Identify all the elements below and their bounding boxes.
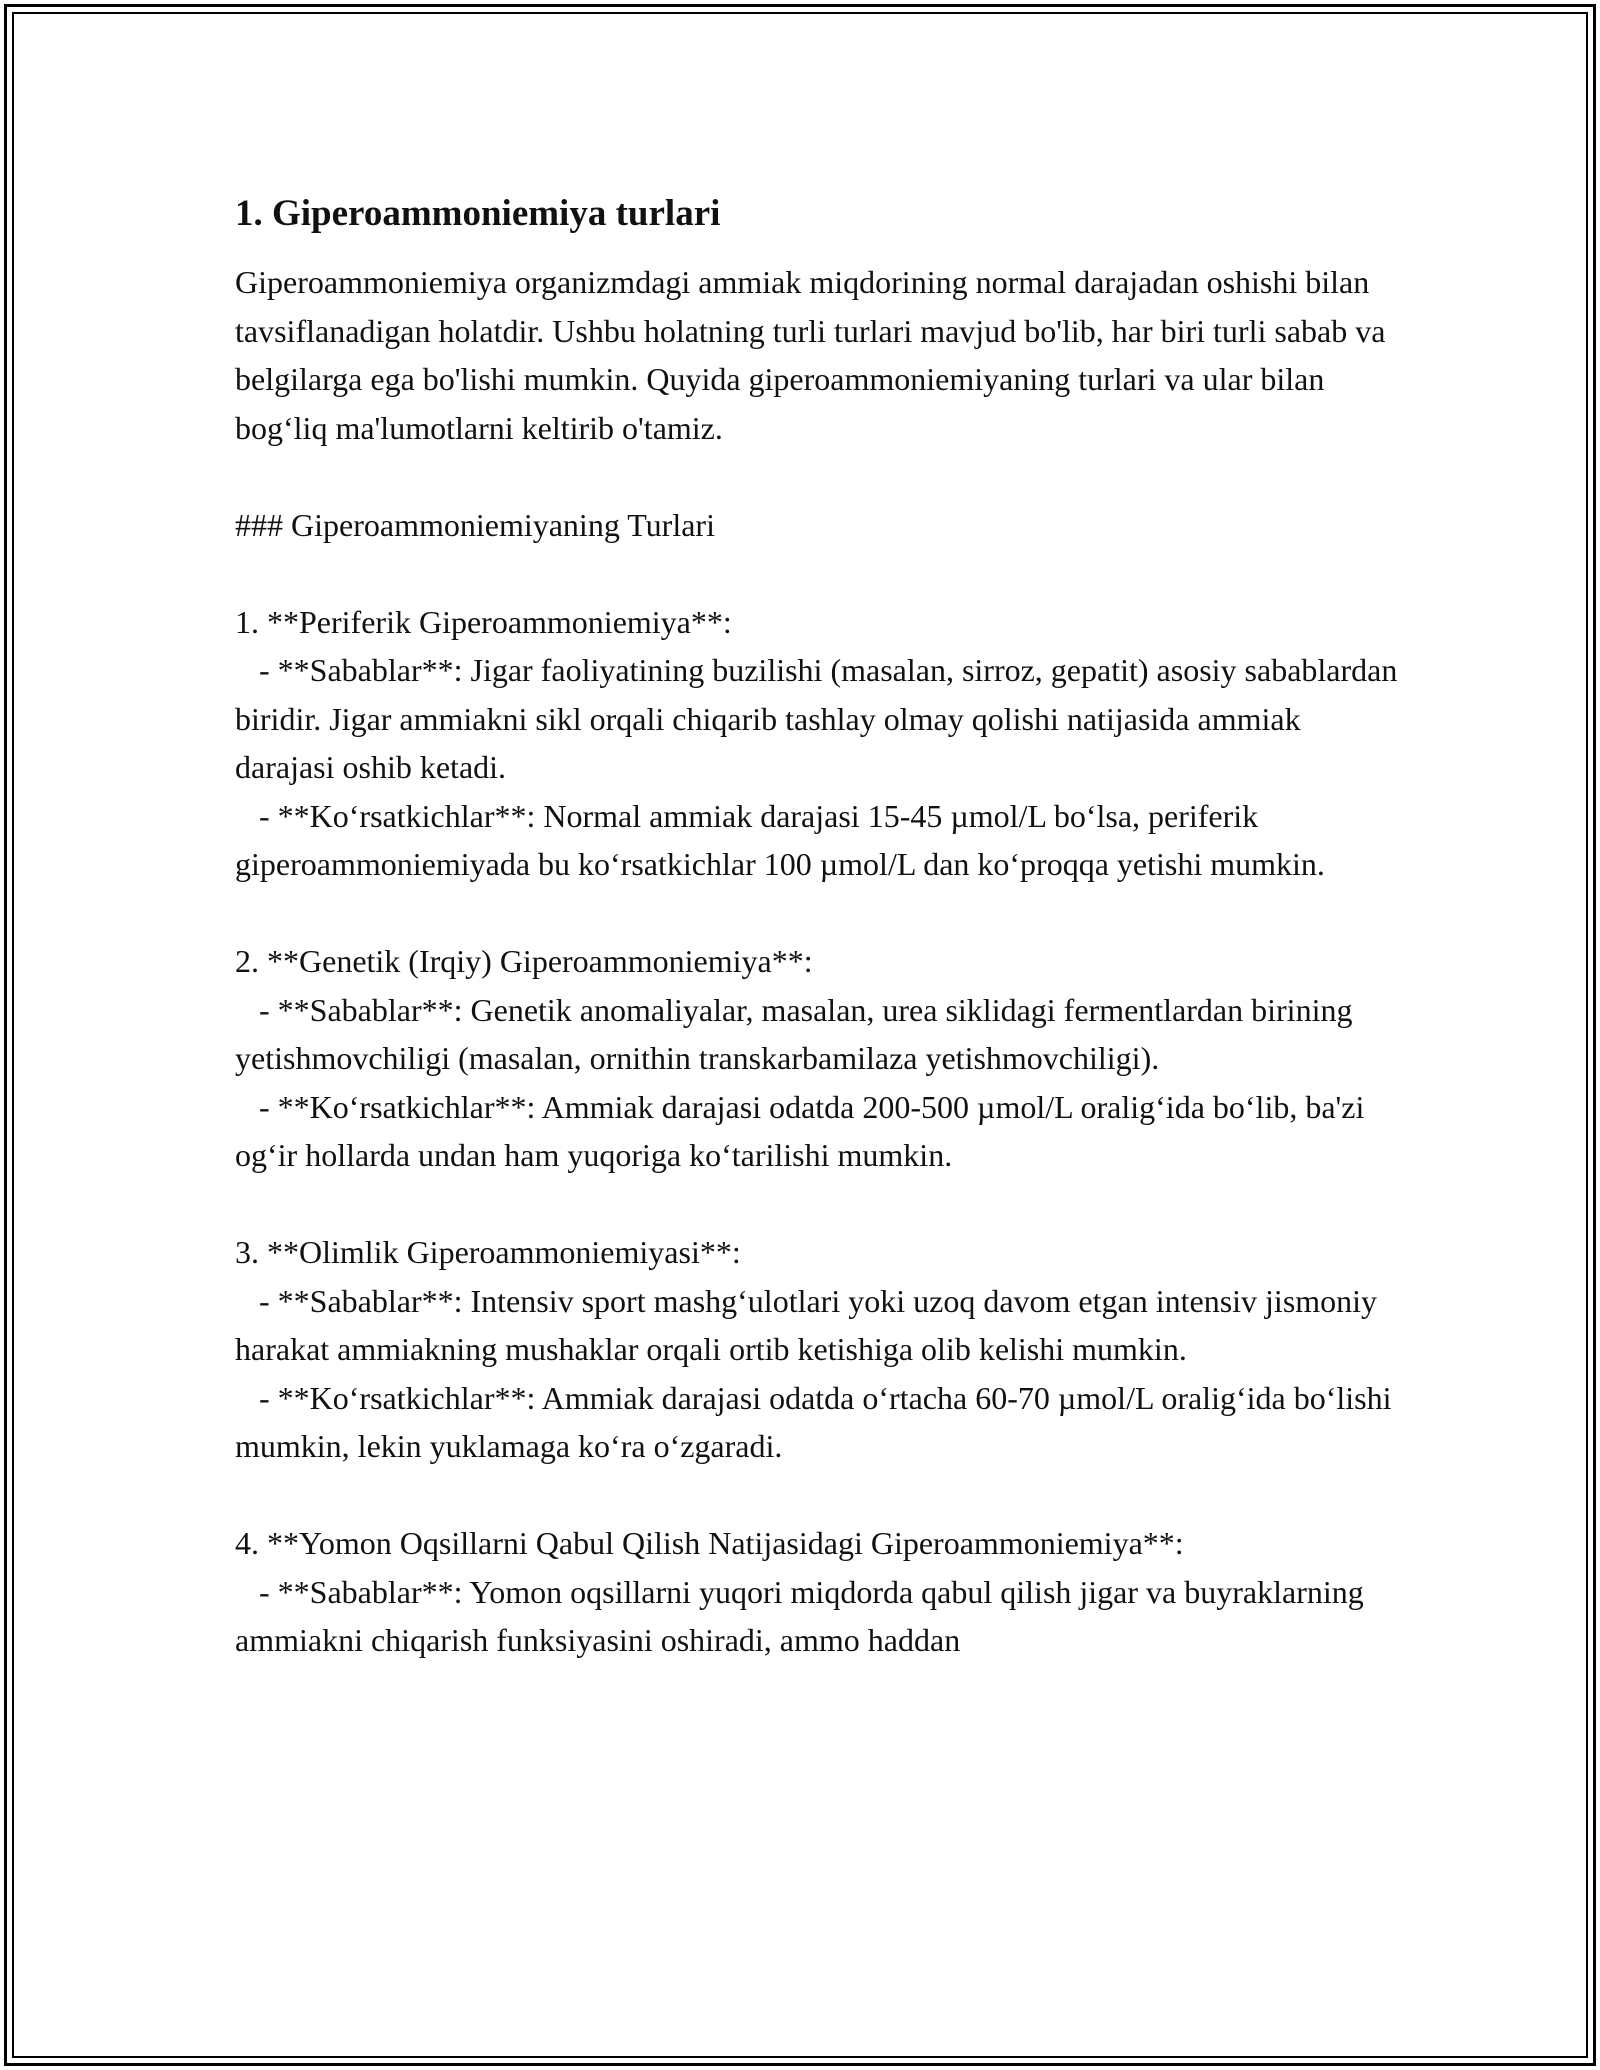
item-heading: 3. **Olimlik Giperoammoniemiyasi**: [235,1234,741,1270]
item-heading: 4. **Yomon Oqsillarni Qabul Qilish Natijasidagi Giperoammoniemiya**: [235,1525,1184,1561]
section-heading: ### Giperoammoniemiyaning Turlari [235,506,715,543]
spacer [235,1471,1405,1520]
document-body [235,188,1405,1665]
item-causes: - **Sabablar**: Intensiv sport mashg‘ulotlari yoki uzoq davom etgan intensiv jismoniy harakat ammiakning mushaklar orqali ortib ketishiga olib kelishi mumkin. [235,1282,1386,1367]
spacer [235,1180,1405,1229]
item-indicators: - **Ko‘rsatkichlar**: Ammiak darajasi odatda 200-500 µmol/L oralig‘ida bo‘lib, ba'zi og‘ir hollarda undan ham yuqoriga ko‘tarilishi mumkin. [235,1088,1373,1173]
list-item [235,937,1405,1180]
document-title: 1. Giperoammoniemiya turlari [235,193,721,234]
item-causes: - **Sabablar**: Jigar faoliyatining buzilishi (masalan, sirroz, gepatit) asosiy sabablardan biridir. Jigar ammiakni sikl orqali chiqarib tashlay olmay qolishi natijasida ammiak darajasi oshib ketadi. [235,652,1406,785]
item-indicators: - **Ko‘rsatkichlar**: Normal ammiak darajasi 15-45 µmol/L bo‘lsa, periferik giperoammoniemiyada bu ko‘rsatkichlar 100 µmol/L dan ko‘proqqa yetishi mumkin. [235,797,1325,882]
item-causes: - **Sabablar**: Genetik anomaliyalar, masalan, urea siklidagi fermentlardan birining yetishmovchiligi (masalan, ornithin transkarbamilaza yetishmovchiligi). [235,991,1361,1076]
list-item [235,1519,1405,1665]
item-heading: 1. **Periferik Giperoammoniemiya**: [235,603,732,640]
item-indicators: - **Ko‘rsatkichlar**: Ammiak darajasi odatda o‘rtacha 60-70 µmol/L oralig‘ida bo‘lishi mumkin, lekin yuklamaga ko‘ra o‘zgaradi. [235,1379,1400,1464]
spacer [235,549,1405,598]
spacer [235,452,1405,501]
item-causes: - **Sabablar**: Yomon oqsillarni yuqori miqdorda qabul qilish jigar va buyraklarning ammiakni chiqarish funksiyasini oshiradi, ammo haddan [235,1573,1372,1658]
item-heading: 2. **Genetik (Irqiy) Giperoammoniemiya**: [235,943,813,979]
intro-paragraph: Giperoammoniemiya organizmdagi ammiak miqdorining normal darajadan oshishi bilan tavsiflanadigan holatdir. Ushbu holatning turli turlari mavjud bo'lib, har biri turli sabab va belgilarga ega bo'lishi mumkin. Quyida giperoammoniemiyaning turlari va ular bilan bog‘liq ma'lumotlarni keltirib o'tamiz. [235,264,1394,446]
list-item [235,1228,1405,1471]
list-item [235,598,1405,889]
spacer [235,889,1405,938]
